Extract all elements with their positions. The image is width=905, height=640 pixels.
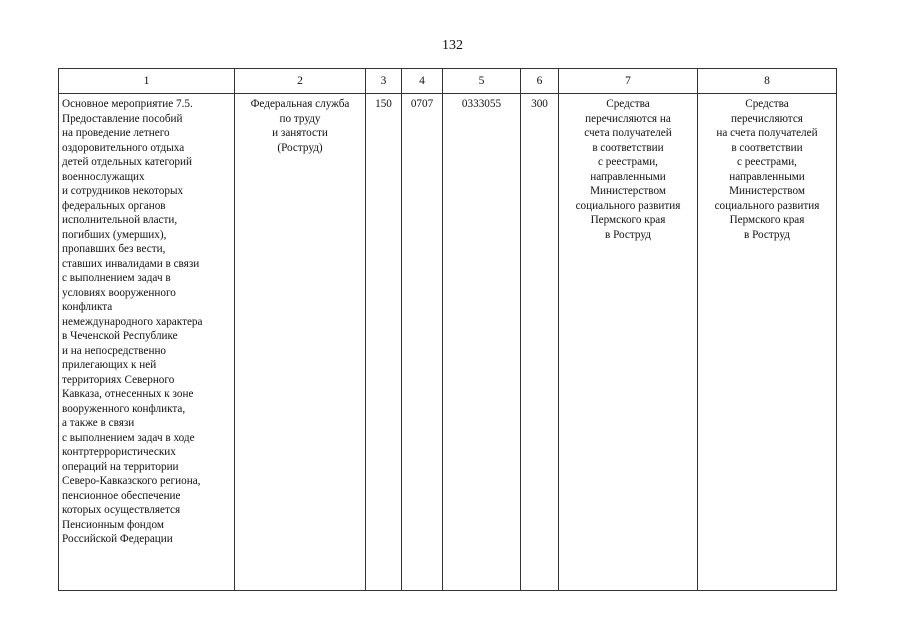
code-cell-5: 0333055: [443, 94, 521, 591]
responsible-agency-cell: Федеральная служба по труду и занятости (Роструд): [235, 94, 366, 591]
header-col-4: 4: [402, 69, 443, 94]
table-header-row: [59, 69, 837, 94]
code-cell-4: 0707: [402, 94, 443, 591]
funding-procedure-cell-8: Средства перечисляются на счета получателей в соответствии с реестрами, направленными Министерством социального развития Пермского края в Роструд: [698, 94, 837, 591]
table-row: [59, 94, 837, 591]
header-col-6: 6: [521, 69, 559, 94]
page-number: 132: [442, 38, 463, 53]
code-cell-3: 150: [366, 94, 402, 591]
header-col-8: 8: [698, 69, 837, 94]
funding-procedure-cell-7: Средства перечисляются на счета получателей в соответствии с реестрами, направленными Министерством социального развития Пермского края в Роструд: [559, 94, 698, 591]
header-col-2: 2: [235, 69, 366, 94]
header-col-3: 3: [366, 69, 402, 94]
header-col-7: 7: [559, 69, 698, 94]
code-cell-6: 300: [521, 94, 559, 591]
header-col-5: 5: [443, 69, 521, 94]
header-col-1: 1: [59, 69, 235, 94]
activity-description-cell: Основное мероприятие 7.5. Предоставление пособий на проведение летнего оздоровительного отдыха детей отдельных категорий военнослужащих и сотрудников некоторых федеральных органов исполнительной власти, погибших (умерших), пропавших без вести, ставших инвалидами в связи с выполнением задач в условиях вооруженного конфликта немеждународного характера в Чеченской Республике и на непосредственно прилегающих к ней территориях Северного Кавказа, отнесенных к зоне вооруженного конфликта, а также в связи с выполнением задач в ходе контртеррористических операций на территории Северо-Кавказского региона, пенсионное обеспечение которых осуществляется Пенсионным фондом Российской Федерации: [59, 94, 235, 591]
document-table: [58, 68, 837, 591]
